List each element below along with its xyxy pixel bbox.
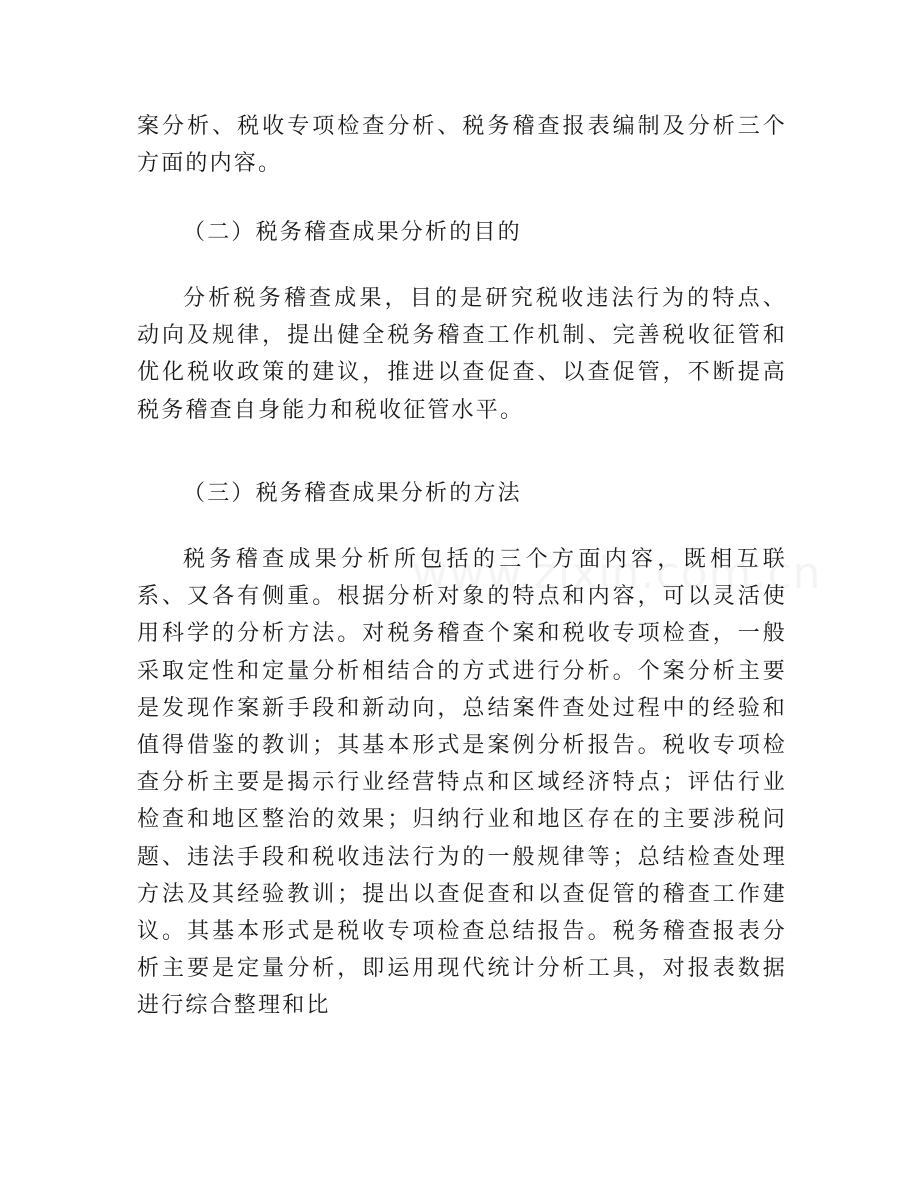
paragraph-section-2: 分析税务稽查成果，目的是研究税收违法行为的特点、动向及规律，提出健全税务稽查工作机制、完善税收征管和优化税收政策的建议，推进以查促查、以查促管，不断提高税务稽查自身能力和税收征管水平。 xyxy=(137,286,787,423)
intro-paragraph: 案分析、税收专项检查分析、税务稽查报表编制及分析三个方面的内容。 xyxy=(137,114,787,177)
section-heading-2: （二）税务稽查成果分析的目的 xyxy=(183,220,522,245)
paragraph-section-3: 税务稽查成果分析所包括的三个方面内容，既相互联系、又各有侧重。根据分析对象的特点和内容，可以灵活使用科学的分析方法。对税务稽查个案和税收专项检查，一般采取定性和定量分析相结合的方式进行分析。个案分析主要是发现作案新手段和新动向，总结案件查处过程中的经验和值得借鉴的教训；其基本形式是案例分析报告。税收专项检查分析主要是揭示行业经营特点和区域经济特点；评估行业检查和地区整治的效果；归纳行业和地区存在的主要涉税问题、违法手段和税收违法行为的一般规律等；总结检查处理方法及其经验教训；提出以查促查和以查促管的稽查工作建议。其基本形式是税收专项检查总结报告。税务稽查报表分析主要是定量分析，即运用现代统计分析工具，对报表数据进行综合整理和比 xyxy=(137,547,787,1019)
section-heading-3: （三）税务稽查成果分析的方法 xyxy=(183,481,522,506)
